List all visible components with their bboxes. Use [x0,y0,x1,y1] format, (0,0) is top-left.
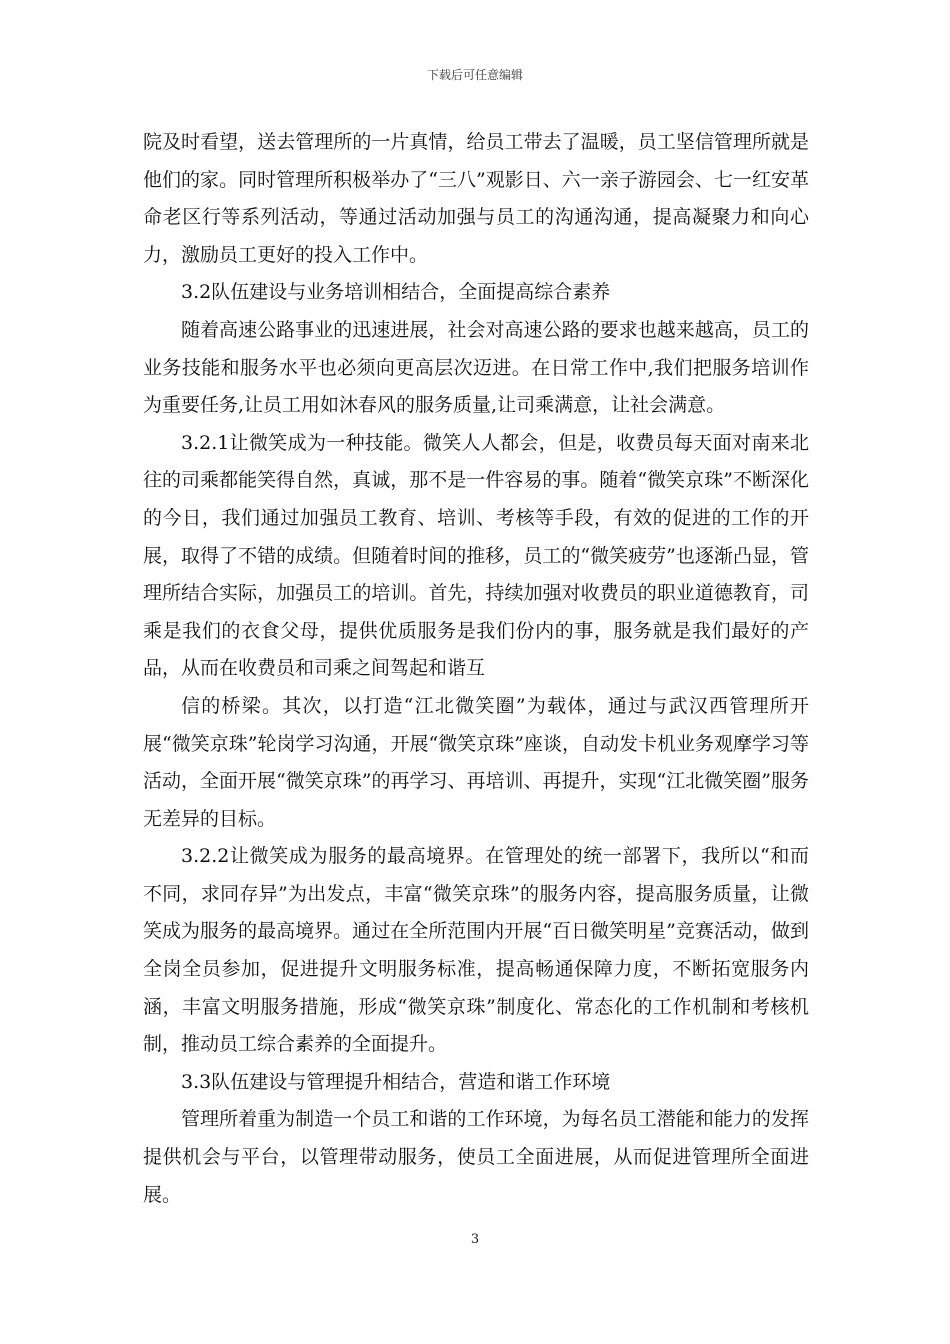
section-heading-3-2: 3.2队伍建设与业务培训相结合，全面提高综合素养 [181,281,611,304]
paragraph-continuation: 院及时看望，送去管理所的一片真情，给员工带去了温暖，员工坚信管理所就是他们的家。同时管理所积极举办了“三八”观影日、六一亲子游园会、七一红安革命老区行等系列活动，等通过活动加强与员工的沟通沟通，提高凝聚力和向心力，激励员工更好的投入工作中。 [143,131,809,266]
paragraph: 随着高速公路事业的迅速进展，社会对高速公路的要求也越来越高，员工的业务技能和服务水平也必须向更高层次迈进。在日常工作中,我们把服务培训作为重要任务,让员工用如沐春风的服务质量,让司乘满意，让社会满意。 [143,318,809,417]
paragraph-3-2-1: 3.2.1让微笑成为一种技能。微笑人人都会，但是，收费员每天面对南来北往的司乘都能笑得自然，真诚，那不是一件容易的事。随着“微笑京珠”不断深化的今日，我们通过加强员工教育、培训、考核等手段，有效的促进的工作的开展，取得了不错的成绩。但随着时间的推移，员工的“微笑疲劳”也逐渐凸显，管理所结合实际，加强员工的培训。首先，持续加强对收费员的职业道德教育，司乘是我们的衣食父母，提供优质服务是我们份内的事，服务就是我们最好的产品，从而在收费员和司乘之间驾起和谐互 [143,431,809,680]
document-body [143,124,809,1214]
paragraph-3-2-2: 3.2.2让微笑成为服务的最高境界。在管理处的统一部署下，我所以“和而不同，求同存异”为出发点，丰富“微笑京珠”的服务内容，提高服务质量，让微笑成为服务的最高境界。通过在全所范围内开展“百日微笑明星”竞赛活动，做到全岗全员参加，促进提升文明服务标准，提高畅通保障力度，不断拓宽服务内涵，丰富文明服务措施，形成“微笑京珠”制度化、常态化的工作机制和考核机制，推动员工综合素养的全面提升。 [143,845,809,1056]
paragraph: 信的桥梁。其次，以打造“江北微笑圈”为载体，通过与武汉西管理所开展“微笑京珠”轮岗学习沟通，开展“微笑京珠”座谈，自动发卡机业务观摩学习等活动，全面开展“微笑京珠”的再学习、再培训、再提升，实现“江北微笑圈”服务无差异的目标。 [143,694,809,830]
page-header: 下载后可任意编辑 [426,68,523,82]
section-heading-3-3: 3.3队伍建设与管理提升相结合，营造和谐工作环境 [181,1070,611,1093]
page-number: 3 [470,1232,480,1247]
paragraph: 管理所着重为制造一个员工和谐的工作环境，为每名员工潜能和能力的发挥提供机会与平台，以管理带动服务，使员工全面进展，从而促进管理所全面进展。 [143,1108,809,1206]
